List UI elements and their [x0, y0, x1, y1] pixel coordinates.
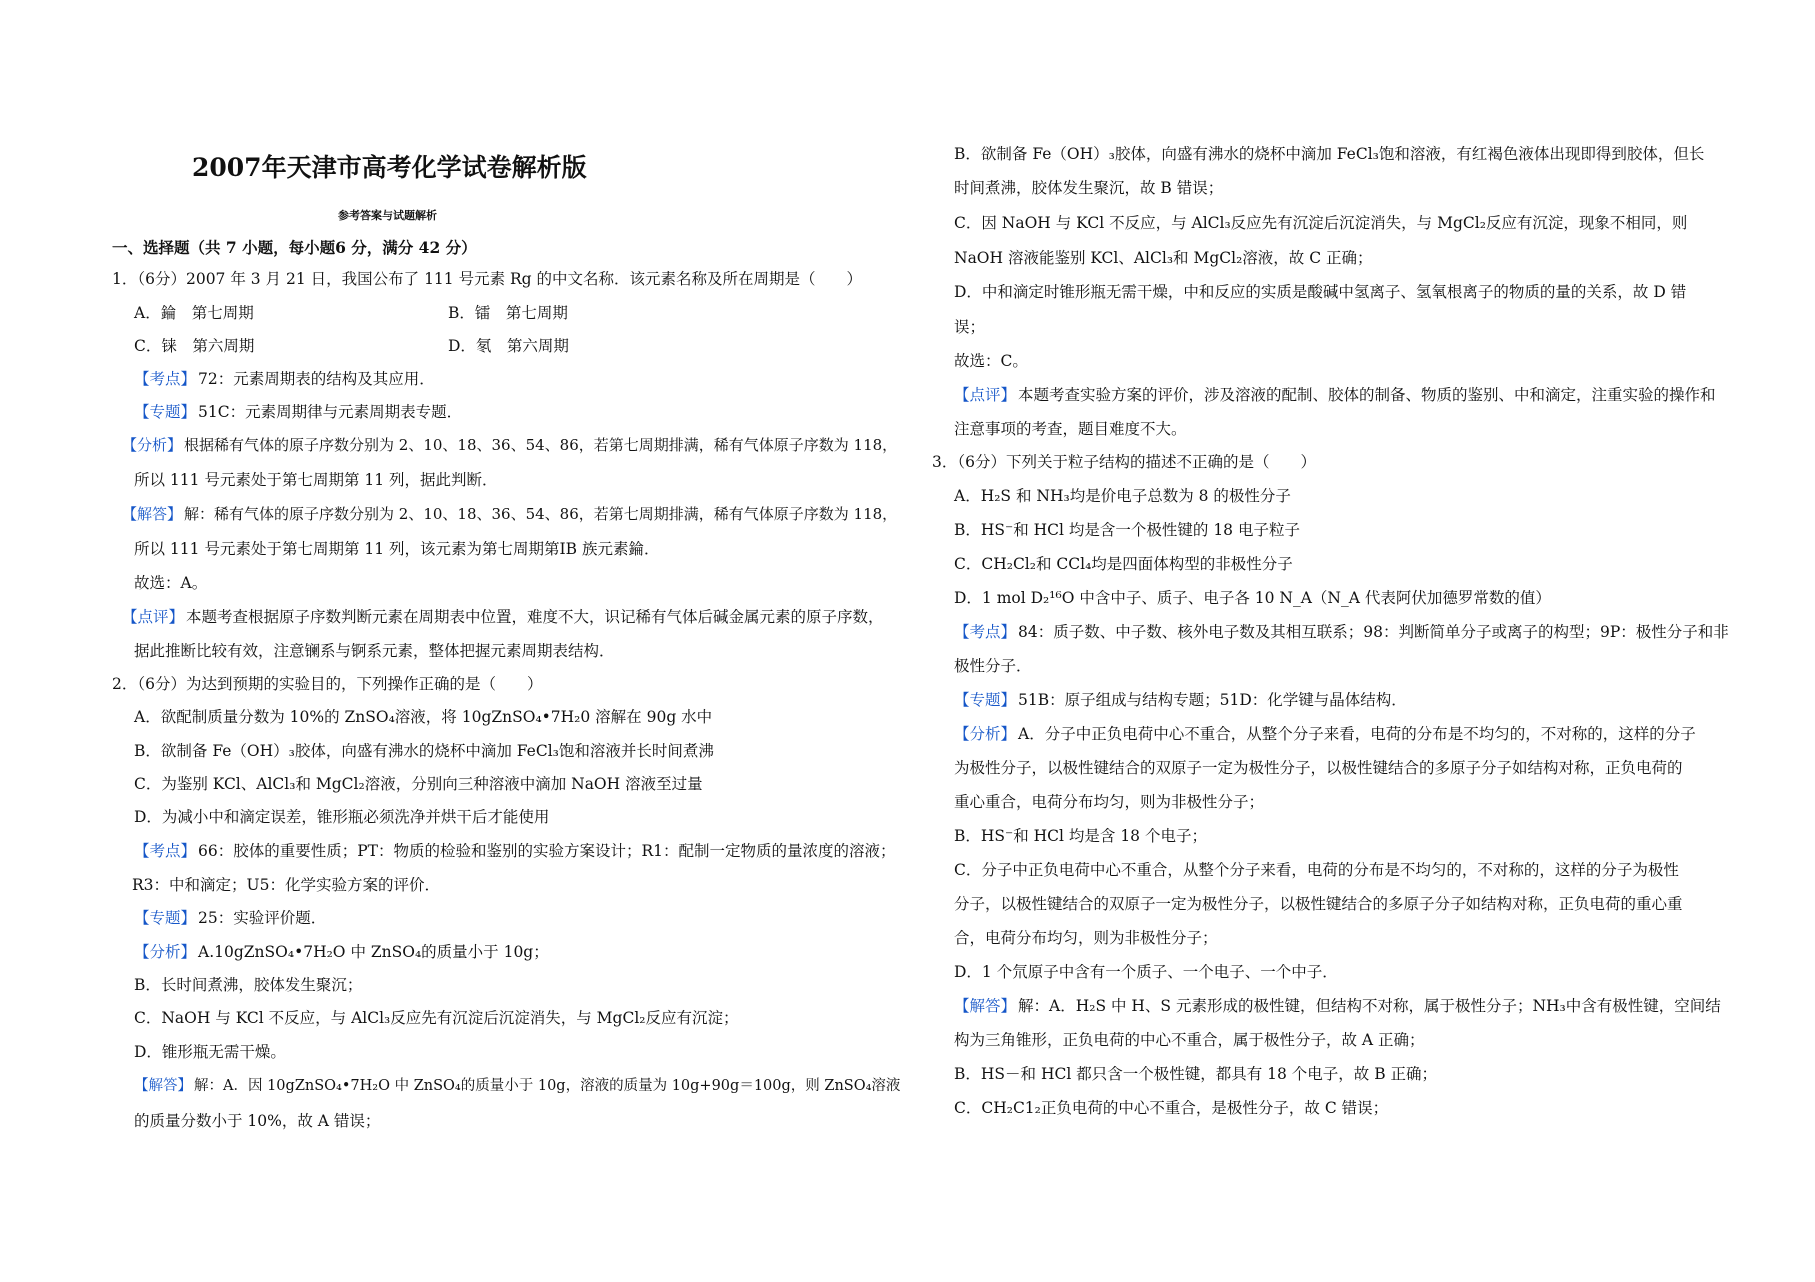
q1-dianping-text-2: 据此推断比较有效，注意镧系与锕系元素，整体把握元素周期表结构．: [134, 642, 615, 660]
q2-option-d: D．为减小中和滴定误差，锥形瓶必须洗净并烘干后才能使用: [134, 808, 550, 826]
q2-kaodian: [112, 840, 896, 862]
q2-jieda-d-1: D．中和滴定时锥形瓶无需干燥，中和反应的实质是酸碱中氢离子、氢氧根离子的物质的量的关系，故 D 错: [954, 283, 1687, 301]
q1-option-c: C．铼 第六周期: [134, 337, 255, 355]
tag-zhuanti: 【专题】: [134, 909, 197, 927]
q2-option-b: B．欲制备 Fe（OH）₃胶体，向盛有沸水的烧杯中滴加 FeCl₃饱和溶液并长时间煮沸: [134, 742, 714, 760]
q2-option-c: C．为鉴别 KCl、AlCl₃和 MgCl₂溶液，分别向三种溶液中滴加 NaOH 溶液至过量: [134, 775, 703, 793]
q3-stem: 3．（6分）下列关于粒子结构的描述不正确的是（ ）: [932, 453, 1316, 471]
q2-dianping-text-1: 本题考查实验方案的评价，涉及溶液的配制、胶体的制备、物质的鉴别、中和滴定，注重实验的操作和: [1018, 386, 1716, 404]
page-title: 2007年天津市高考化学试卷解析版: [192, 153, 587, 182]
q3-jieda: [932, 995, 1721, 1017]
q1-fenxi-text-2: 所以 111 号元素处于第七周期第 11 列，据此判断．: [134, 471, 498, 489]
q2-option-a: A．欲配制质量分数为 10%的 ZnSO₄溶液，将 10gZnSO₄•7H₂0 溶解在 90g 水中: [134, 708, 713, 726]
q3-zhuanti-text: 51B：原子组成与结构专题；51D：化学键与晶体结构．: [1018, 691, 1407, 709]
tag-fenxi: 【分析】: [134, 943, 197, 961]
q3-fenxi-text-2: 为极性分子，以极性键结合的双原子一定为极性分子，以极性键结合的多原子分子如结构对称，正负电荷的: [954, 759, 1683, 777]
q2-jieda-d-2: 误；: [954, 318, 986, 336]
tag-zhuanti: 【专题】: [134, 403, 197, 421]
q3-kaodian-text-1: 84：质子数、中子数、核外电子数及其相互联系；98：判断简单分子或离子的构型；9P：极性分子和非: [1018, 623, 1729, 641]
q1-kaodian-text: 72：元素周期表的结构及其应用．: [198, 370, 435, 388]
tag-zhuanti: 【专题】: [954, 691, 1017, 709]
q3-option-b: B．HS⁻和 HCl 均是含一个极性键的 18 电子粒子: [954, 521, 1300, 539]
q3-option-d: D．1 mol D₂¹⁶O 中含中子、质子、电子各 10 N_A（N_A 代表阿伏加德罗常数的值）: [954, 589, 1551, 607]
q1-option-b: B．镭 第七周期: [448, 304, 568, 322]
q3-fenxi-text-3: 重心重合，电荷分布均匀，则为非极性分子；: [954, 793, 1265, 811]
q2-jieda-c-1: C．因 NaOH 与 KCl 不反应，与 AlCl₃反应先有沉淀后沉淀消失，与 MgCl₂反应有沉淀，现象不相同，则: [954, 214, 1688, 232]
q3-fenxi-text-6: 分子，以极性键结合的双原子一定为极性分子，以极性键结合的多原子分子如结构对称，正负电荷的重心重: [954, 895, 1683, 913]
tag-dianping: 【点评】: [954, 386, 1017, 404]
q2-fenxi-text-1: A.10gZnSO₄•7H₂O 中 ZnSO₄的质量小于 10g；: [198, 943, 549, 961]
q1-fenxi-text-1: 根据稀有气体的原子序数分别为 2、10、18、36、54、86，若第七周期排满，稀有气体原子序数为 118，: [184, 436, 898, 454]
q3-fenxi-text-8: D．1 个氘原子中含有一个质子、一个电子、一个中子．: [954, 963, 1338, 981]
q2-fenxi-text-3: C．NaOH 与 KCl 不反应，与 AlCl₃反应先有沉淀后沉淀消失，与 MgCl₂反应有沉淀；: [134, 1009, 739, 1027]
q1-zhuanti-text: 51C：元素周期律与元素周期表专题．: [198, 403, 463, 421]
q1-fenxi: [122, 434, 897, 456]
q1-jieda-text-2: 所以 111 号元素处于第七周期第 11 列，该元素为第七周期第ⅠB 族元素錀．: [134, 540, 660, 558]
q2-fenxi-text-4: D．锥形瓶无需干燥。: [134, 1043, 286, 1061]
q2-fenxi: [112, 941, 549, 963]
q3-kaodian-text-2: 极性分子．: [954, 657, 1032, 675]
q1-zhuanti: [112, 401, 462, 423]
q1-kaodian: [112, 368, 435, 390]
tag-fenxi: 【分析】: [122, 436, 183, 454]
q1-option-a: A．錀 第七周期: [134, 304, 254, 322]
q3-option-a: A．H₂S 和 NH₃均是价电子总数为 8 的极性分子: [954, 487, 1291, 505]
q1-stem: 1．（6分）2007 年 3 月 21 日，我国公布了 111 号元素 Rg 的中文名称．该元素名称及所在周期是（ ）: [112, 270, 863, 288]
q2-dianping-text-2: 注意事项的考查，题目难度不大。: [954, 420, 1187, 438]
q2-stem: 2．（6分）为达到预期的实验目的，下列操作正确的是（ ）: [112, 675, 543, 693]
q3-jieda-text-2: 构为三角锥形，正负电荷的中心不重合，属于极性分子，故 A 正确；: [954, 1031, 1425, 1049]
q3-jieda-text-3: B．HS－和 HCl 都只含一个极性键，都具有 18 个电子，故 B 正确；: [954, 1065, 1438, 1083]
q2-dianping: [932, 384, 1716, 406]
tag-kaodian: 【考点】: [134, 842, 197, 860]
q2-kaodian-text-2: R3：中和滴定；U5：化学实验方案的评价．: [132, 876, 440, 894]
tag-dianping: 【点评】: [122, 608, 185, 626]
q2-zhuanti-text: 25：实验评价题．: [198, 909, 327, 927]
tag-fenxi: 【分析】: [954, 725, 1017, 743]
q2-kaodian-text-1: 66：胶体的重要性质；PT：物质的检验和鉴别的实验方案设计；R1：配制一定物质的量浓度的溶液；: [198, 842, 896, 860]
tag-jieda: 【解答】: [134, 1078, 192, 1094]
q2-jieda-c-2: NaOH 溶液能鉴别 KCl、AlCl₃和 MgCl₂溶液，故 C 正确；: [954, 249, 1373, 267]
q3-fenxi-text-4: B．HS⁻和 HCl 均是含 18 个电子；: [954, 827, 1207, 845]
q1-dianping-text-1: 本题考查根据原子序数判断元素在周期表中位置，难度不大，识记稀有气体后碱金属元素的原子序数，: [186, 608, 884, 626]
section-heading: 一、选择题（共 7 小题，每小题6 分，满分 42 分）: [112, 238, 477, 257]
tag-jieda: 【解答】: [122, 505, 183, 523]
q3-option-c: C．CH₂Cl₂和 CCl₄均是四面体构型的非极性分子: [954, 555, 1293, 573]
q2-jieda-b-1: B．欲制备 Fe（OH）₃胶体，向盛有沸水的烧杯中滴加 FeCl₃饱和溶液，有红褐色液体出现即得到胶体，但长: [954, 145, 1705, 163]
q3-jieda-text-1: 解：A．H₂S 中 H、S 元素形成的极性键，但结构不对称，属于极性分子；NH₃中含有极性键，空间结: [1018, 997, 1721, 1015]
q1-jieda-text-1: 解：稀有气体的原子序数分别为 2、10、18、36、54、86，若第七周期排满，稀有气体原子序数为 118，: [184, 505, 898, 523]
q3-zhuanti: [932, 689, 1407, 711]
q2-fenxi-text-2: B．长时间煮沸，胶体发生聚沉；: [134, 976, 363, 994]
q2-jieda: [112, 1075, 900, 1097]
q3-fenxi-text-7: 合，电荷分布均匀，则为非极性分子；: [954, 929, 1218, 947]
q3-fenxi-text-5: C．分子中正负电荷中心不重合，从整个分子来看，电荷的分布是不均匀的，不对称的，这样的分子为极性: [954, 861, 1679, 879]
q3-fenxi: [932, 723, 1696, 745]
q3-kaodian: [932, 621, 1729, 643]
q1-answer: 故选：A。: [134, 574, 208, 592]
q1-dianping: [122, 606, 884, 628]
tag-kaodian: 【考点】: [954, 623, 1017, 641]
q2-answer: 故选：C。: [954, 352, 1028, 370]
q3-fenxi-text-1: A．分子中正负电荷中心不重合，从整个分子来看，电荷的分布是不均匀的，不对称的，这样的分子: [1018, 725, 1696, 743]
q2-zhuanti: [112, 907, 326, 929]
page-subtitle: 参考答案与试题解析: [338, 209, 437, 222]
tag-jieda: 【解答】: [954, 997, 1017, 1015]
q3-jieda-text-4: C．CH₂C1₂正负电荷的中心不重合，是极性分子，故 C 错误；: [954, 1099, 1389, 1117]
q2-jieda-b-2: 时间煮沸，胶体发生聚沉，故 B 错误；: [954, 179, 1224, 197]
q1-jieda: [122, 503, 897, 525]
q2-jieda-text-1: 解：A．因 10gZnSO₄•7H₂O 中 ZnSO₄的质量小于 10g，溶液的质量为 10g+90g＝100g，则 ZnSO₄溶液: [194, 1078, 901, 1094]
q1-option-d: D．氡 第六周期: [448, 337, 569, 355]
q2-jieda-text-2: 的质量分数小于 10%，故 A 错误；: [134, 1112, 381, 1130]
tag-kaodian: 【考点】: [134, 370, 197, 388]
